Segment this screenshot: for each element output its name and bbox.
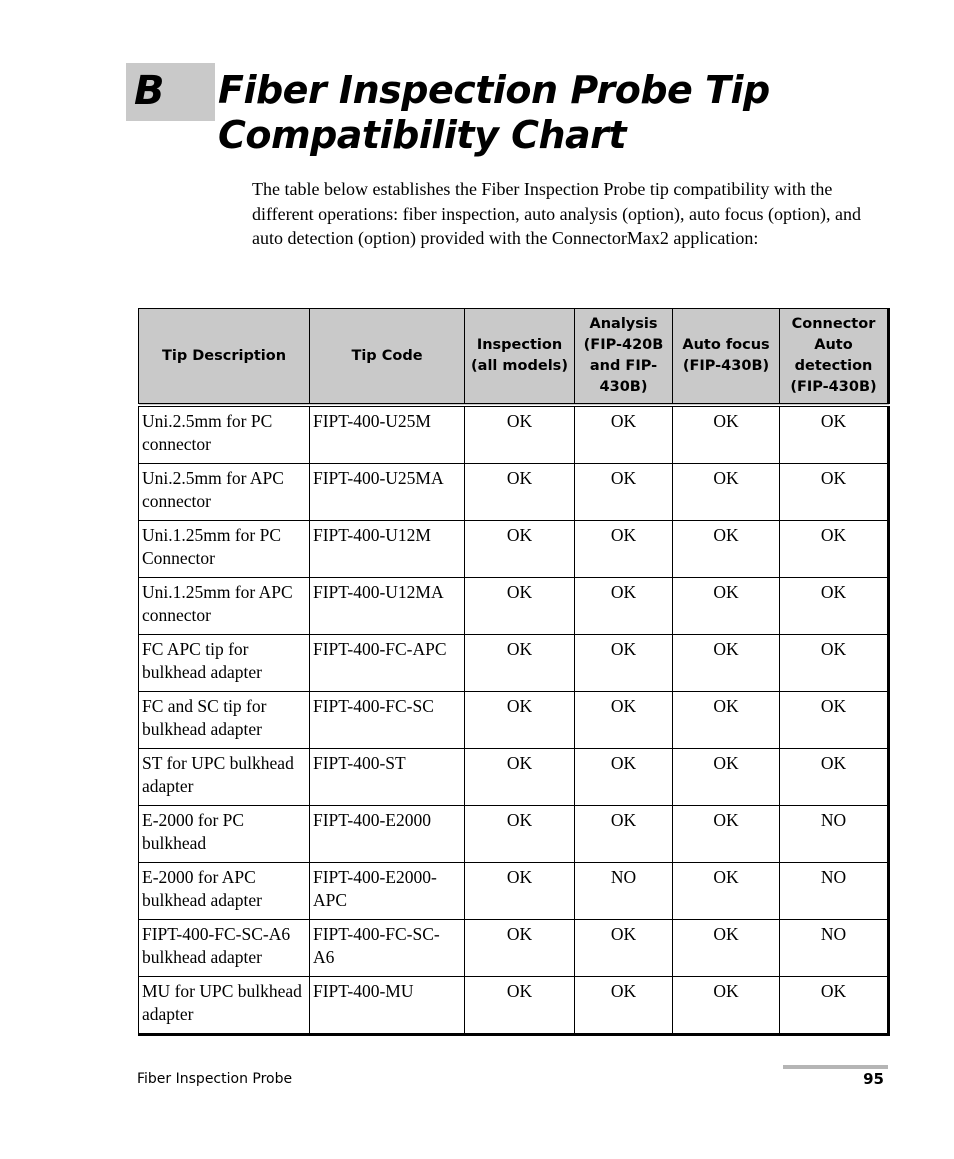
table-row (139, 578, 889, 635)
auto-focus-cell: OK (673, 521, 780, 578)
chapter-marker (126, 63, 215, 121)
auto-detection-cell: NO (780, 806, 889, 863)
title-line-1: Fiber Inspection Probe Tip (218, 68, 770, 112)
auto-detection-cell: NO (780, 920, 889, 977)
tip-code-cell: FIPT-400-U25MA (310, 464, 465, 521)
table-row (139, 521, 889, 578)
tip-description-cell: FIPT-400-FC-SC-A6 bulkhead adapter (139, 920, 310, 977)
table-row (139, 749, 889, 806)
tip-code-cell: FIPT-400-FC-SC (310, 692, 465, 749)
tip-description-cell: Uni.2.5mm for APC connector (139, 464, 310, 521)
auto-focus-cell: OK (673, 806, 780, 863)
auto-detection-cell: OK (780, 977, 889, 1035)
tip-code-cell: FIPT-400-U25M (310, 405, 465, 464)
auto-focus-cell: OK (673, 977, 780, 1035)
analysis-cell: OK (575, 405, 673, 464)
page-number: 95 (863, 1070, 884, 1088)
table-row (139, 692, 889, 749)
auto-focus-cell: OK (673, 692, 780, 749)
inspection-cell: OK (465, 977, 575, 1035)
tip-code-cell: FIPT-400-E2000-APC (310, 863, 465, 920)
table-row (139, 806, 889, 863)
footer-rule (783, 1065, 888, 1069)
auto-detection-cell: OK (780, 635, 889, 692)
inspection-cell: OK (465, 635, 575, 692)
analysis-cell: OK (575, 977, 673, 1035)
table-row (139, 920, 889, 977)
header-connector-auto-detection: Connector Auto detection (FIP-430B) (780, 309, 889, 406)
tip-description-cell: Uni.1.25mm for APC connector (139, 578, 310, 635)
tip-code-cell: FIPT-400-FC-APC (310, 635, 465, 692)
analysis-cell: OK (575, 749, 673, 806)
auto-detection-cell: OK (780, 749, 889, 806)
auto-focus-cell: OK (673, 464, 780, 521)
auto-detection-cell: OK (780, 692, 889, 749)
table-header-row (139, 309, 889, 406)
inspection-cell: OK (465, 692, 575, 749)
auto-detection-cell: OK (780, 464, 889, 521)
analysis-cell: OK (575, 920, 673, 977)
tip-description-cell: Uni.2.5mm for PC connector (139, 405, 310, 464)
table-row (139, 977, 889, 1035)
tip-code-cell: FIPT-400-E2000 (310, 806, 465, 863)
auto-focus-cell: OK (673, 920, 780, 977)
header-analysis: Analysis (FIP-420B and FIP-430B) (575, 309, 673, 406)
auto-focus-cell: OK (673, 578, 780, 635)
inspection-cell: OK (465, 464, 575, 521)
inspection-cell: OK (465, 521, 575, 578)
page-title (218, 68, 918, 158)
header-auto-focus: Auto focus (FIP-430B) (673, 309, 780, 406)
analysis-cell: OK (575, 692, 673, 749)
analysis-cell: NO (575, 863, 673, 920)
tip-code-cell: FIPT-400-FC-SC-A6 (310, 920, 465, 977)
table-row (139, 863, 889, 920)
chapter-letter: B (134, 68, 165, 114)
analysis-cell: OK (575, 521, 673, 578)
compatibility-table (138, 308, 890, 1036)
auto-detection-cell: NO (780, 863, 889, 920)
tip-code-cell: FIPT-400-ST (310, 749, 465, 806)
header-tip-code: Tip Code (310, 309, 465, 406)
tip-description-cell: Uni.1.25mm for PC Connector (139, 521, 310, 578)
auto-detection-cell: OK (780, 521, 889, 578)
table-row (139, 635, 889, 692)
intro-paragraph: The table below establishes the Fiber Inspection Probe tip compatibility with the different operations: fiber inspection, auto analysis (option), auto focus (option), and auto detection (option) provided with the ConnectorMax2 application: (252, 179, 862, 248)
tip-code-cell: FIPT-400-U12M (310, 521, 465, 578)
tip-description-cell: ST for UPC bulkhead adapter (139, 749, 310, 806)
auto-focus-cell: OK (673, 749, 780, 806)
auto-detection-cell: OK (780, 405, 889, 464)
inspection-cell: OK (465, 405, 575, 464)
footer-section-title: Fiber Inspection Probe (137, 1071, 293, 1087)
inspection-cell: OK (465, 920, 575, 977)
tip-description-cell: E-2000 for APC bulkhead adapter (139, 863, 310, 920)
analysis-cell: OK (575, 806, 673, 863)
auto-focus-cell: OK (673, 863, 780, 920)
auto-detection-cell: OK (780, 578, 889, 635)
header-inspection: Inspection (all models) (465, 309, 575, 406)
analysis-cell: OK (575, 578, 673, 635)
inspection-cell: OK (465, 863, 575, 920)
analysis-cell: OK (575, 464, 673, 521)
auto-focus-cell: OK (673, 635, 780, 692)
inspection-cell: OK (465, 749, 575, 806)
tip-code-cell: FIPT-400-U12MA (310, 578, 465, 635)
header-tip-description: Tip Description (139, 309, 310, 406)
table-row (139, 464, 889, 521)
tip-code-cell: FIPT-400-MU (310, 977, 465, 1035)
tip-description-cell: MU for UPC bulkhead adapter (139, 977, 310, 1035)
inspection-cell: OK (465, 578, 575, 635)
title-line-2: Compatibility Chart (218, 113, 627, 157)
inspection-cell: OK (465, 806, 575, 863)
auto-focus-cell: OK (673, 405, 780, 464)
table-row (139, 405, 889, 464)
tip-description-cell: FC and SC tip for bulkhead adapter (139, 692, 310, 749)
analysis-cell: OK (575, 635, 673, 692)
tip-description-cell: FC APC tip for bulkhead adapter (139, 635, 310, 692)
tip-description-cell: E-2000 for PC bulkhead (139, 806, 310, 863)
